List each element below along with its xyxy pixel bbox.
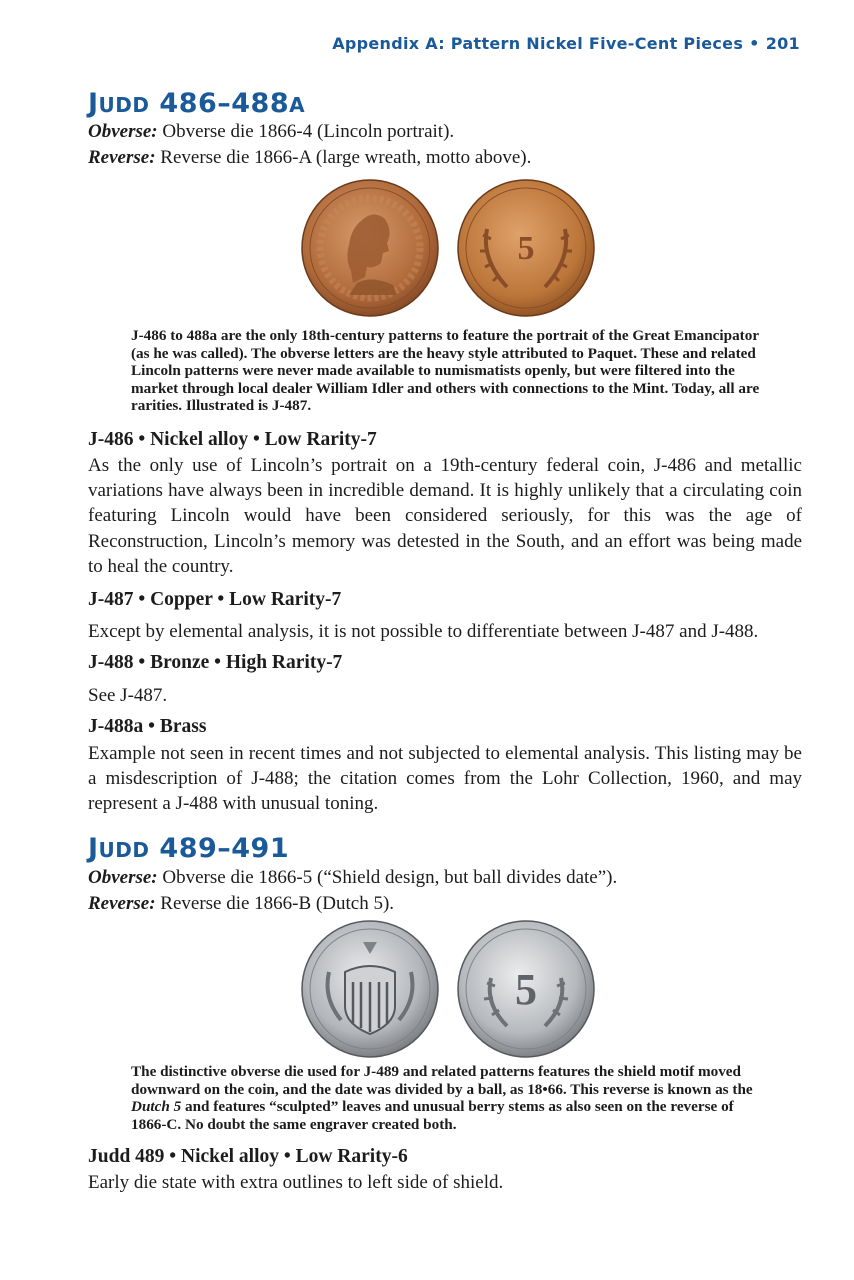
page-number: 201 (765, 34, 800, 53)
dutch-5-reverse-coin-icon (457, 920, 595, 1058)
entry-title-j488: J-488 • Bronze • High Rarity-7 (88, 652, 343, 673)
lincoln-portrait-coin-icon (301, 179, 439, 317)
entry-title-j486: J-486 • Nickel alloy • Low Rarity-7 (88, 429, 377, 450)
obverse-line: Obverse: Obverse die 1866-5 (“Shield design, but ball divides date”). (88, 867, 618, 888)
die-description-489 (88, 865, 617, 917)
svg-text:5: 5 (517, 230, 535, 267)
wreath-5-cents-coin-icon (457, 179, 595, 317)
entry-title-j488a: J-488a • Brass (88, 716, 207, 737)
section-heading-judd-486: JUDD 486–488A (88, 88, 306, 119)
entry-title-j487: J-487 • Copper • Low Rarity-7 (88, 589, 342, 610)
die-description-486 (88, 119, 531, 171)
running-head (332, 34, 800, 53)
coin-images-486 (301, 179, 595, 317)
shield-nickel-coin-icon (301, 920, 439, 1058)
running-head-title: Appendix A: Pattern Nickel Five-Cent Pieces (332, 34, 744, 53)
coin-caption-489: The distinctive obverse die used for J-489 and related patterns features the shield motif moved downward on the coin, and the date was divided by a ball, as 18•66. This reverse is known as the Dutch 5 and features “sculpted” leaves and unusual berry stems as also seen on the reverse of 1866-C. No doubt the same engraver created both. (131, 1063, 753, 1133)
entry-text-j488a: Example not seen in recent times and not subjected to elemental analysis. This listing may be a misdescription of J-488; the citation comes from the Lohr Collection, 1960, and may represent a J-488 with unusual toning. (88, 743, 802, 815)
entry-text-j487: Except by elemental analysis, it is not possible to differentiate between J-487 and J-488. (88, 621, 759, 642)
reverse-line: Reverse: Reverse die 1866-B (Dutch 5). (88, 893, 395, 914)
svg-text:5: 5 (515, 965, 537, 1014)
entry-title-judd489: Judd 489 • Nickel alloy • Low Rarity-6 (88, 1146, 408, 1167)
entry-text-j486: As the only use of Lincoln’s portrait on a 19th-century federal coin, J-486 and metallic variations have always been in incredible demand. It is highly unlikely that a circulating coin featuring Lincoln would have been considered seriously, for this was the age of Reconstruction, Lincoln’s memory was detested in the South, and an effort was being made to heal the country. (88, 455, 802, 577)
section-heading-judd-489: JUDD 489–491 (88, 833, 290, 864)
entry-text-judd489: Early die state with extra outlines to left side of shield. (88, 1172, 504, 1193)
coin-images-489 (301, 920, 595, 1058)
coin-caption-486: J-486 to 488a are the only 18th-century patterns to feature the portrait of the Great Emancipator (as he was called). The obverse letters are the heavy style attributed to Paquet. These and related Lincoln patterns were never made available to numismatists openly, but were filtered into the market through local dealer William Idler and others with connections to the Mint. Today, all are rarities. Illustrated is J-487. (131, 327, 760, 415)
reverse-line: Reverse: Reverse die 1866-A (large wreath, motto above). (88, 147, 532, 168)
entry-text-j488: See J-487. (88, 685, 168, 706)
running-head-separator: • (749, 34, 760, 53)
obverse-line: Obverse: Obverse die 1866-4 (Lincoln portrait). (88, 121, 455, 142)
